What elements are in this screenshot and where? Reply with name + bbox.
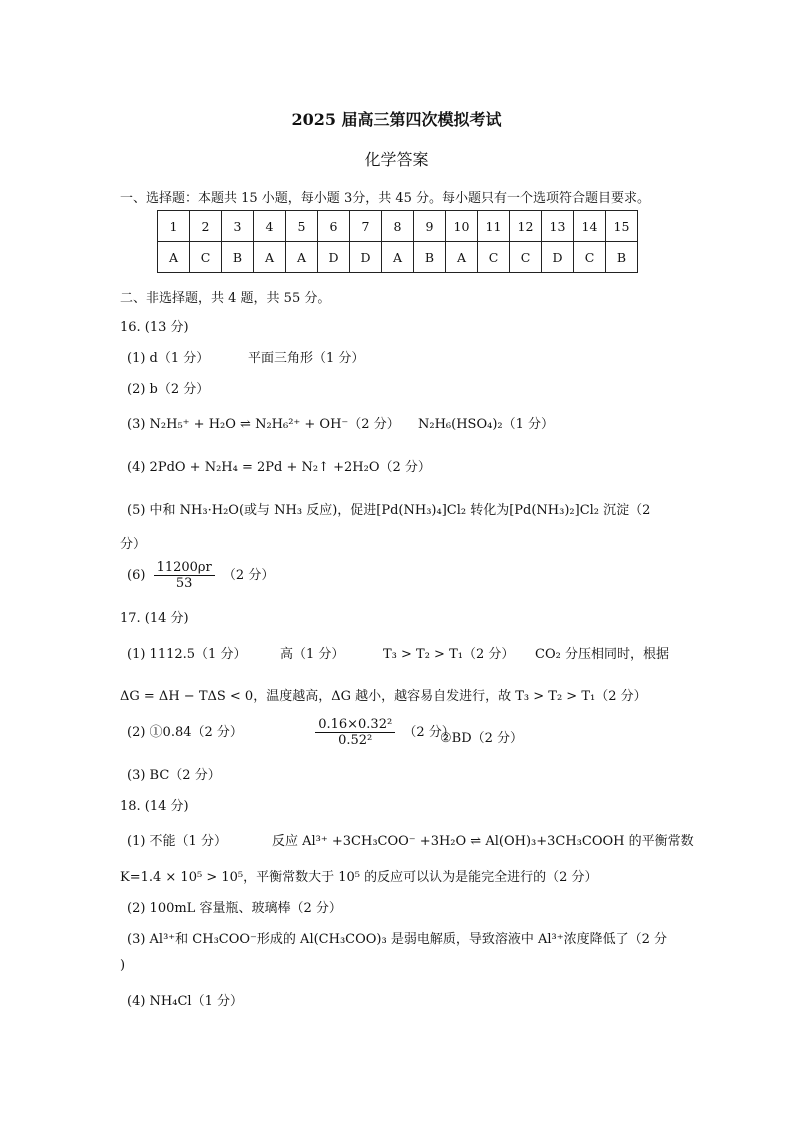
q16-part5-continued: 分） <box>120 537 147 552</box>
q17-part1-reason-start: CO₂ 分压相同时，根据 <box>535 647 669 662</box>
q16-part3-salt: N₂H₆(HSO₄)₂（1 分） <box>418 417 555 432</box>
answer-subtitle: 化学答案 <box>364 150 429 169</box>
q17-part2-numerator: 0.16×0.32² <box>315 717 395 733</box>
answer-cell: C <box>574 242 606 273</box>
q16-part5: (5) 中和 NH₃·H₂O(或与 NH₃ 反应)，促进[Pd(NH₃)₄]Cl₂ 转化为[Pd(NH₃)₂]Cl₂ 沉淀（2 <box>127 503 651 518</box>
q16-part2: (2) b（2 分） <box>127 382 210 397</box>
question-number-cell: 5 <box>286 211 318 242</box>
question-number-cell: 9 <box>414 211 446 242</box>
q16-part6 <box>127 560 274 591</box>
answer-cell: B <box>222 242 254 273</box>
answer-cell: C <box>510 242 542 273</box>
question-number-cell: 7 <box>350 211 382 242</box>
q18-part1-reaction: 反应 Al³⁺ +3CH₃COO⁻ +3H₂O ⇌ Al(OH)₃+3CH₃COOH 的平衡常数 <box>272 834 694 849</box>
answer-cell: A <box>158 242 190 273</box>
answer-cell: B <box>606 242 638 273</box>
question-number-cell: 10 <box>446 211 478 242</box>
question-number-cell: 11 <box>478 211 510 242</box>
answer-cell: D <box>542 242 574 273</box>
question-number-cell: 1 <box>158 211 190 242</box>
q18-part1-answer: (1) 不能（1 分） <box>127 834 227 849</box>
question-number-cell: 4 <box>254 211 286 242</box>
answer-cell: D <box>318 242 350 273</box>
q18-part1-constant: K=1.4 × 10⁵ > 10⁵，平衡常数大于 10⁵ 的反应可以认为是能完全进行的（2 分） <box>120 870 598 885</box>
q17-heading: 17. (14 分) <box>120 611 189 626</box>
q17-part2-b: ②BD（2 分） <box>440 731 524 746</box>
q17-part2-denominator: 0.52² <box>338 733 373 748</box>
q18-part3-continued: ) <box>120 958 126 973</box>
q16-part6-fraction <box>154 560 215 591</box>
q16-heading: 16. (13 分) <box>120 320 189 335</box>
q16-part4: (4) 2PdO + N₂H₄ = 2Pd + N₂↑ +2H₂O（2 分） <box>127 460 431 475</box>
q17-part2-score: （2 分） <box>403 725 455 740</box>
question-number-cell: 6 <box>318 211 350 242</box>
question-number-cell: 13 <box>542 211 574 242</box>
q17-part1-reason: ΔG = ΔH − TΔS < 0，温度越高，ΔG 越小，越容易自发进行，故 T₃ > T₂ > T₁（2 分） <box>120 689 647 704</box>
answer-cell: D <box>350 242 382 273</box>
section-2-heading: 二、非选择题，共 4 题，共 55 分。 <box>120 291 331 306</box>
question-number-cell: 2 <box>190 211 222 242</box>
q16-part6-score: （2 分） <box>222 568 275 583</box>
q17-part2-fraction <box>315 717 395 748</box>
answer-table <box>157 210 638 273</box>
q18-heading: 18. (14 分) <box>120 799 189 814</box>
answer-cell: C <box>190 242 222 273</box>
answer-table-number-row <box>158 211 638 242</box>
answer-cell: B <box>414 242 446 273</box>
question-number-cell: 3 <box>222 211 254 242</box>
question-number-cell: 12 <box>510 211 542 242</box>
question-number-cell: 8 <box>382 211 414 242</box>
answer-cell: A <box>382 242 414 273</box>
q16-part6-label: (6) <box>127 568 146 583</box>
q17-part1-high: 高（1 分） <box>280 647 345 662</box>
answer-table-answer-row <box>158 242 638 273</box>
q16-part1-answer: (1) d（1 分） <box>127 351 210 366</box>
q16-part1-shape: 平面三角形（1 分） <box>248 351 365 366</box>
q18-part2: (2) 100mL 容量瓶、玻璃棒（2 分） <box>127 901 342 916</box>
answer-cell: C <box>478 242 510 273</box>
exam-title: 2025 届高三第四次模拟考试 <box>291 110 502 129</box>
q17-part1-value: (1) 1112.5（1 分） <box>127 647 247 662</box>
q16-part6-numerator: 11200ρr <box>154 560 215 576</box>
q16-part3-equation: (3) N₂H₅⁺ + H₂O ⇌ N₂H₆²⁺ + OH⁻（2 分） <box>127 417 400 432</box>
answer-cell: A <box>254 242 286 273</box>
q17-part3: (3) BC（2 分） <box>127 768 221 783</box>
q18-part3: (3) Al³⁺和 CH₃COO⁻形成的 Al(CH₃COO)₃ 是弱电解质，导致溶液中 Al³⁺浓度降低了（2 分 <box>127 932 667 947</box>
answer-cell: A <box>446 242 478 273</box>
question-number-cell: 15 <box>606 211 638 242</box>
q17-part2-label: (2) ①0.84（2 分） <box>127 725 243 740</box>
question-number-cell: 14 <box>574 211 606 242</box>
section-1-heading: 一、选择题：本题共 15 小题，每小题 3分，共 45 分。每小题只有一个选项符合题目要求。 <box>120 191 651 206</box>
q16-part6-denominator: 53 <box>175 576 193 591</box>
q17-part2 <box>127 717 455 748</box>
q18-part4: (4) NH₄Cl（1 分） <box>127 994 243 1009</box>
q17-part1-order: T₃ > T₂ > T₁（2 分） <box>383 647 515 662</box>
answer-cell: A <box>286 242 318 273</box>
